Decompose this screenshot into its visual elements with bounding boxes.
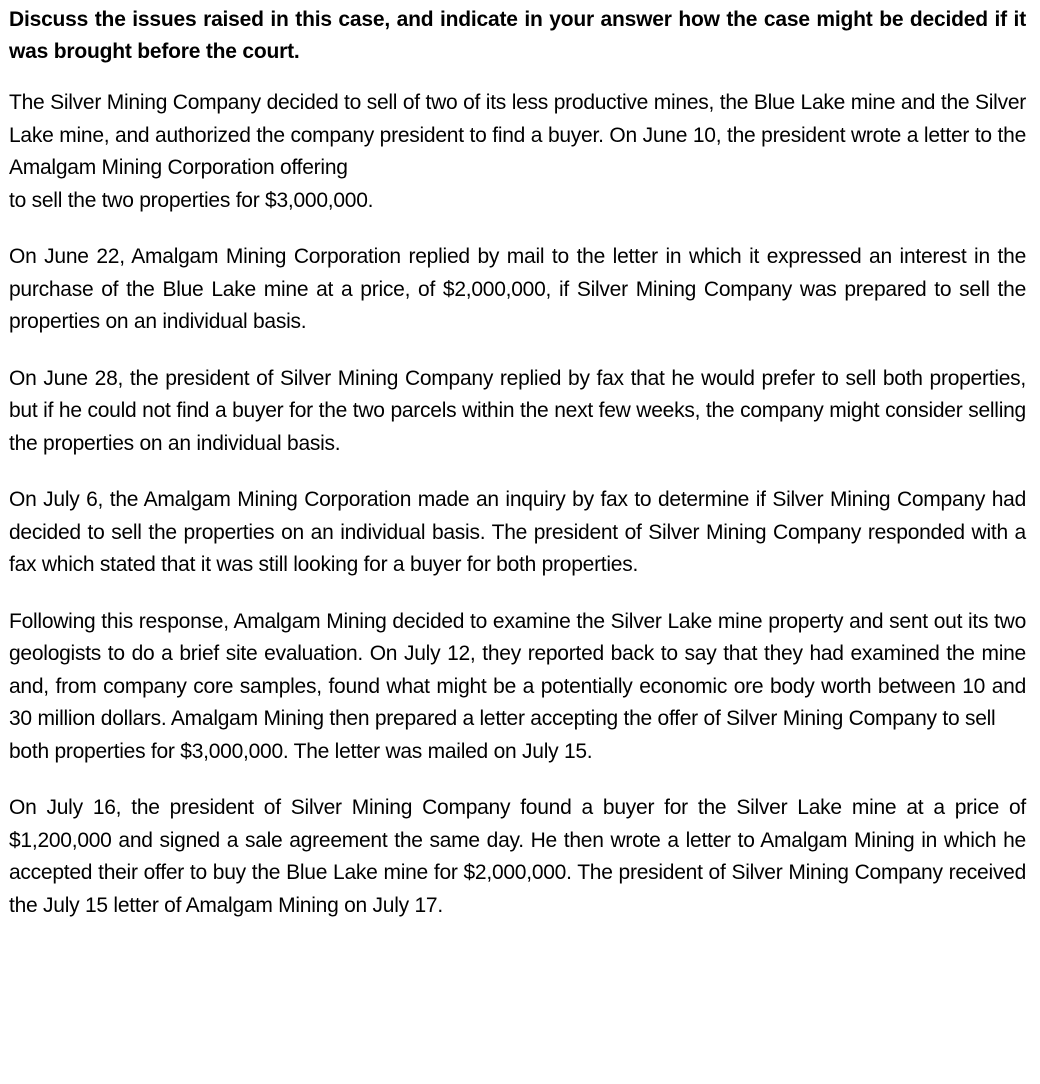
paragraph-july-16: On July 16, the president of Silver Mining Company found a buyer for the Silver Lake mine at a price of $1,200,000 and signed a sale agreement the same day. He then wrote a letter to Amalgam Mining in which he accepted their offer to buy the Blue Lake mine for $2,000,000. The president of Silver Mining Company received the July 15 letter of Amalgam Mining on July 17.	[9, 796, 1026, 917]
question-heading: Discuss the issues raised in this case, and indicate in your answer how the case might be decided if it was brought before the court.	[9, 8, 1026, 63]
paragraph-offer	[9, 87, 1026, 217]
paragraph-june-22: On June 22, Amalgam Mining Corporation replied by mail to the letter in which it expressed an interest in the purchase of the Blue Lake mine at a price, of $2,000,000, if Silver Mining Company was prepared to sell the properties on an individual basis.	[9, 245, 1026, 333]
paragraph-july-12-tail: both properties for $3,000,000. The letter was mailed on July 15.	[9, 739, 593, 763]
paragraph-july-12	[9, 606, 1026, 769]
paragraph-offer-main: The Silver Mining Company decided to sell of two of its less productive mines, the Blue Lake mine and the Silver Lake mine, and authorized the company president to find a buyer. On June 10, the president wrote a letter to the Amalgam Mining Corporation offering	[9, 91, 1026, 179]
paragraph-offer-tail: to sell the two properties for $3,000,000.	[9, 188, 374, 212]
paragraph-july-6: On July 6, the Amalgam Mining Corporation made an inquiry by fax to determine if Silver Mining Company had decided to sell the properties on an individual basis. The president of Silver Mining Company responded with a fax which stated that it was still looking for a buyer for both properties.	[9, 488, 1026, 576]
paragraph-july-12-main: Following this response, Amalgam Mining decided to examine the Silver Lake mine property and sent out its two geologists to do a brief site evaluation. On July 12, they reported back to say that they had examined the mine and, from company core samples, found what might be a potentially economic ore body worth between 10 and 30 million dollars. Amalgam Mining then prepared a letter accepting the offer of Silver Mining Company to sell	[9, 609, 1026, 730]
paragraph-june-28: On June 28, the president of Silver Mining Company replied by fax that he would prefer to sell both properties, but if he could not find a buyer for the two parcels within the next few weeks, the company might consider selling the properties on an individual basis.	[9, 366, 1026, 455]
